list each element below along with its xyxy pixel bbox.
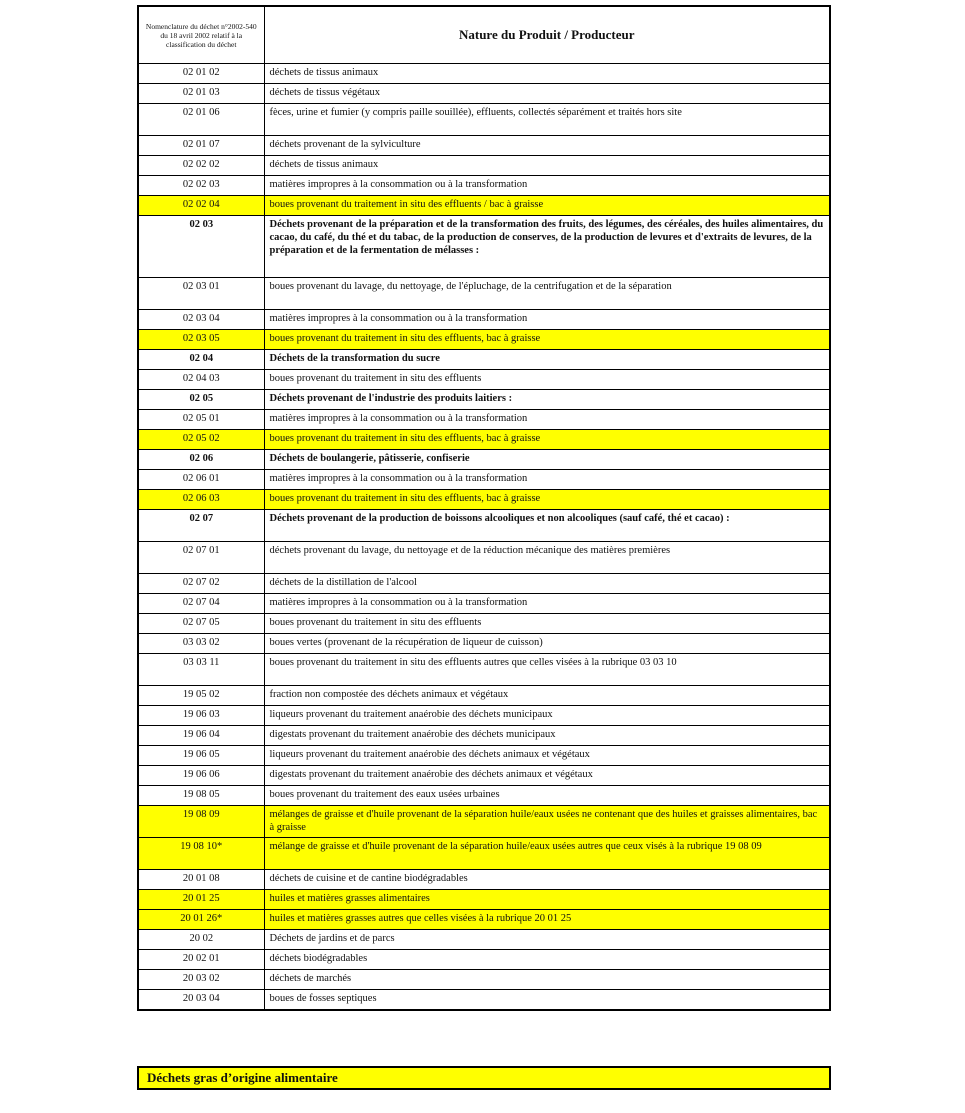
table-row [138, 990, 830, 1010]
waste-description: liqueurs provenant du traitement anaérobie des déchets municipaux [264, 706, 830, 726]
table-row [138, 726, 830, 746]
legend-label: Déchets gras d’origine alimentaire [147, 1070, 338, 1085]
waste-description: Déchets provenant de la production de boissons alcooliques et non alcooliques (sauf café, thé et cacao) : [264, 510, 830, 542]
waste-code: 19 08 05 [138, 786, 264, 806]
waste-code: 20 02 01 [138, 950, 264, 970]
waste-description: huiles et matières grasses alimentaires [264, 890, 830, 910]
waste-description: boues provenant du traitement in situ des effluents [264, 614, 830, 634]
waste-code: 19 06 03 [138, 706, 264, 726]
waste-description: boues provenant du lavage, du nettoyage, de l'épluchage, de la centrifugation et de la séparation [264, 278, 830, 310]
waste-code: 02 07 01 [138, 542, 264, 574]
table-row [138, 216, 830, 278]
waste-code: 02 05 01 [138, 410, 264, 430]
waste-description: liqueurs provenant du traitement anaérobie des déchets animaux et végétaux [264, 746, 830, 766]
waste-description: boues provenant du traitement in situ des effluents, bac à graisse [264, 490, 830, 510]
table-row [138, 136, 830, 156]
waste-description: déchets de tissus végétaux [264, 84, 830, 104]
waste-code: 02 07 04 [138, 594, 264, 614]
table-row [138, 654, 830, 686]
table-row [138, 84, 830, 104]
waste-code: 02 02 03 [138, 176, 264, 196]
waste-description: déchets de marchés [264, 970, 830, 990]
waste-description: boues vertes (provenant de la récupération de liqueur de cuisson) [264, 634, 830, 654]
table-row [138, 430, 830, 450]
waste-code: 19 06 05 [138, 746, 264, 766]
table-row [138, 706, 830, 726]
waste-code: 02 05 [138, 390, 264, 410]
waste-description: boues provenant du traitement in situ des effluents / bac à graisse [264, 196, 830, 216]
waste-code: 19 08 09 [138, 806, 264, 838]
table-row [138, 278, 830, 310]
waste-code: 03 03 02 [138, 634, 264, 654]
waste-description: boues provenant du traitement in situ des effluents, bac à graisse [264, 330, 830, 350]
waste-code: 20 01 25 [138, 890, 264, 910]
table-row [138, 766, 830, 786]
waste-description: boues provenant du traitement in situ des effluents autres que celles visées à la rubrique 03 03 10 [264, 654, 830, 686]
waste-code: 02 04 03 [138, 370, 264, 390]
waste-code: 02 03 [138, 216, 264, 278]
waste-code: 02 07 05 [138, 614, 264, 634]
waste-code: 19 05 02 [138, 686, 264, 706]
waste-code: 02 02 04 [138, 196, 264, 216]
waste-description: Déchets de jardins et de parcs [264, 930, 830, 950]
table-row [138, 310, 830, 330]
table-row [138, 786, 830, 806]
waste-description: mélange de graisse et d'huile provenant de la séparation huile/eaux usées autres que ceux visés à la rubrique 19 08 09 [264, 838, 830, 870]
waste-code: 02 03 01 [138, 278, 264, 310]
waste-description: déchets provenant de la sylviculture [264, 136, 830, 156]
waste-description: matières impropres à la consommation ou à la transformation [264, 594, 830, 614]
waste-code: 02 05 02 [138, 430, 264, 450]
waste-description: Déchets de la transformation du sucre [264, 350, 830, 370]
table-row [138, 390, 830, 410]
table-body [138, 64, 830, 1010]
waste-description: déchets de tissus animaux [264, 64, 830, 84]
waste-code: 02 06 03 [138, 490, 264, 510]
table-row [138, 64, 830, 84]
header-nature-produit: Nature du Produit / Producteur [264, 6, 830, 64]
table-row [138, 450, 830, 470]
waste-code: 20 01 08 [138, 870, 264, 890]
waste-description: digestats provenant du traitement anaérobie des déchets municipaux [264, 726, 830, 746]
waste-description: Déchets provenant de l'industrie des produits laitiers : [264, 390, 830, 410]
table-row [138, 490, 830, 510]
table-header-row [138, 6, 830, 64]
waste-description: boues de fosses septiques [264, 990, 830, 1010]
table-row [138, 410, 830, 430]
waste-description: huiles et matières grasses autres que celles visées à la rubrique 20 01 25 [264, 910, 830, 930]
waste-description: boues provenant du traitement in situ des effluents [264, 370, 830, 390]
header-nomenclature: Nomenclature du déchet n°2002-540 du 18 avril 2002 relatif à la classification du déchet [138, 6, 264, 64]
waste-description: matières impropres à la consommation ou à la transformation [264, 470, 830, 490]
table-row [138, 970, 830, 990]
table-row [138, 686, 830, 706]
table-row [138, 470, 830, 490]
waste-code: 02 03 05 [138, 330, 264, 350]
waste-code: 20 01 26* [138, 910, 264, 930]
waste-description: fraction non compostée des déchets animaux et végétaux [264, 686, 830, 706]
table-row [138, 806, 830, 838]
table-row [138, 542, 830, 574]
table-row [138, 156, 830, 176]
waste-code: 02 01 02 [138, 64, 264, 84]
waste-classification-table [137, 5, 831, 1011]
waste-description: déchets de tissus animaux [264, 156, 830, 176]
waste-code: 20 02 [138, 930, 264, 950]
waste-description: boues provenant du traitement in situ des effluents, bac à graisse [264, 430, 830, 450]
table-row [138, 196, 830, 216]
waste-code: 20 03 04 [138, 990, 264, 1010]
waste-description: Déchets de boulangerie, pâtisserie, confiserie [264, 450, 830, 470]
waste-description: déchets biodégradables [264, 950, 830, 970]
waste-code: 02 01 07 [138, 136, 264, 156]
table-row [138, 634, 830, 654]
waste-code: 02 06 [138, 450, 264, 470]
table-row [138, 890, 830, 910]
waste-code: 02 03 04 [138, 310, 264, 330]
waste-code: 19 08 10* [138, 838, 264, 870]
table-row [138, 838, 830, 870]
table-row [138, 594, 830, 614]
legend-box [137, 1066, 831, 1090]
table-row [138, 950, 830, 970]
waste-description: déchets provenant du lavage, du nettoyage et de la réduction mécanique des matières premières [264, 542, 830, 574]
waste-code: 02 07 02 [138, 574, 264, 594]
table-row [138, 510, 830, 542]
table-row [138, 870, 830, 890]
waste-description: Déchets provenant de la préparation et de la transformation des fruits, des légumes, des céréales, des huiles alimentaires, du cacao, du café, du thé et du tabac, de la production de conserves, de la production de levures et d'extraits de levures, de la préparation et de la fermentation de mélasses : [264, 216, 830, 278]
table-row [138, 104, 830, 136]
waste-description: digestats provenant du traitement anaérobie des déchets animaux et végétaux [264, 766, 830, 786]
waste-code: 02 01 03 [138, 84, 264, 104]
table-row [138, 330, 830, 350]
waste-code: 02 01 06 [138, 104, 264, 136]
waste-code: 02 04 [138, 350, 264, 370]
table-row [138, 930, 830, 950]
waste-description: mélanges de graisse et d'huile provenant de la séparation huile/eaux usées ne contenant que des huiles et graisses alimentaires, bac à graisse [264, 806, 830, 838]
waste-code: 02 06 01 [138, 470, 264, 490]
waste-description: matières impropres à la consommation ou à la transformation [264, 176, 830, 196]
waste-code: 19 06 06 [138, 766, 264, 786]
waste-description: matières impropres à la consommation ou à la transformation [264, 410, 830, 430]
table-row [138, 176, 830, 196]
table-row [138, 370, 830, 390]
waste-code: 02 07 [138, 510, 264, 542]
waste-description: déchets de cuisine et de cantine biodégradables [264, 870, 830, 890]
waste-code: 03 03 11 [138, 654, 264, 686]
table-row [138, 574, 830, 594]
waste-description: matières impropres à la consommation ou à la transformation [264, 310, 830, 330]
table-row [138, 910, 830, 930]
table-row [138, 350, 830, 370]
waste-code: 20 03 02 [138, 970, 264, 990]
waste-code: 02 02 02 [138, 156, 264, 176]
waste-description: fèces, urine et fumier (y compris paille souillée), effluents, collectés séparément et traités hors site [264, 104, 830, 136]
table-row [138, 746, 830, 766]
table-row [138, 614, 830, 634]
waste-description: boues provenant du traitement des eaux usées urbaines [264, 786, 830, 806]
waste-code: 19 06 04 [138, 726, 264, 746]
waste-description: déchets de la distillation de l'alcool [264, 574, 830, 594]
